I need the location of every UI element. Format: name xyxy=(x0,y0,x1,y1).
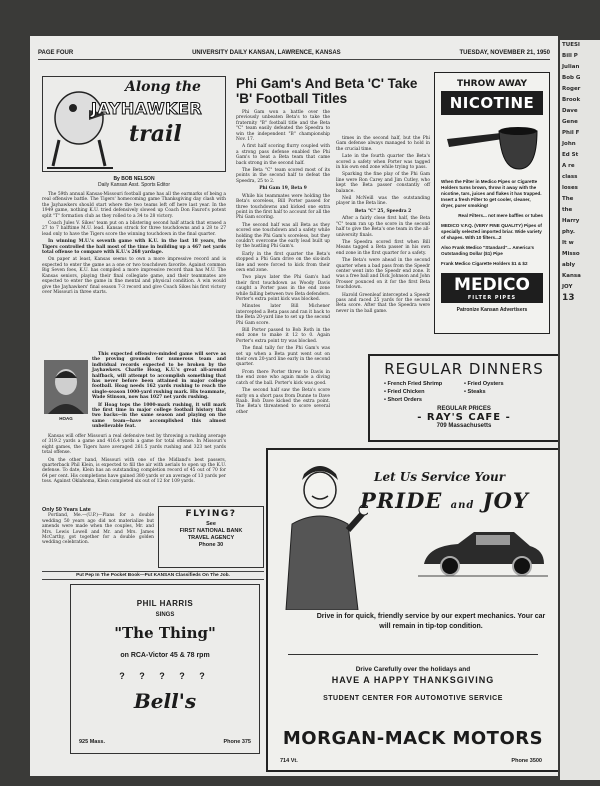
edge-line: JOY xyxy=(562,284,573,290)
morgan-mack-ad xyxy=(266,448,558,772)
issue-date: TUESDAY, NOVEMBER 21, 1950 xyxy=(459,50,550,56)
edge-line: John xyxy=(562,141,576,147)
happy-thanksgiving: HAVE A HAPPY THANKSGIVING xyxy=(331,675,495,685)
article-paragraph: The second half was all Beta as they scored one touchdown and a safety while holding the Phi Gam's scoreless, but they couldn't overcome the early lead built up by the hustling Phi Gam's. xyxy=(236,222,330,250)
article-paragraph: Phi Gam won a battle over the previously unbeaten Beta's to take the fraternity "B" football title and the Beta "C" team easily defeated the Speedra to win the independent "B" championship Nov. 17. xyxy=(236,110,330,143)
rays-title: REGULAR DINNERS xyxy=(384,360,544,378)
article-paragraph: A first half scoring flurry coupled with a strong pass defense enabled the Phi Gam's to beat a Beta team that came back strong in the second half. xyxy=(236,144,330,166)
flying-ad xyxy=(158,506,264,568)
article-paragraph: Harold Greenleaf intercepted a Speedr pass and raced 25 yards for the second Beta score. After that the Speedra were never in the ball game. xyxy=(336,292,430,314)
column-text-bottom xyxy=(42,434,226,487)
morgan-address: 714 Vt. xyxy=(280,758,298,764)
article-paragraph: Sparking the fine play of the Phi Gam line were Ron Carey and Jim Cutley, who kept the Beta passer constantly off balance. xyxy=(336,172,430,194)
article-paragraph: The Beta "C" team scored most of its points in the second half to defeat the Speedra, 25 to 2. xyxy=(236,168,330,184)
jayhawk-bird-icon xyxy=(45,78,115,172)
mechanic-illustration-icon xyxy=(272,460,368,610)
article-paragraph: Two plays later the Phi Gam's had their first touchdown as Woody Davis caught a Porter pass in the end zone while falling between two Beta defenders. Porter's extra point kick was blocked. xyxy=(236,275,331,302)
column-paragraph: This expected offensive-minded game will serve as the proving grounds for numerous team and individual records expected to be broken by the Jayhawkers. Charlie Hoag, K.U.'s great all-around halfback, will attempt to accomplish something that has never before been attained in major college football. Hoag needs 162 yards rushing to reach the single-season 1000-yard rushing mark. His teammate, Wade Stinson, now has 1027 net yards rushing. xyxy=(92,352,226,401)
edge-line: Kansa xyxy=(562,273,581,279)
pride-script: Let Us Service Your xyxy=(374,470,506,484)
article-paragraph: After a fairly close first half, the Beta "C" team ran up the score in the second half to give the Beta's one team in the all-university finals. xyxy=(336,216,430,238)
rays-name: - RAY'S CAFE - xyxy=(417,412,511,423)
logo-along: Along the xyxy=(125,79,201,95)
phil-harris-ad xyxy=(70,584,260,754)
morgan-phone: Phone 3500 xyxy=(511,758,542,764)
menu-item: • Fried Oysters xyxy=(464,381,504,387)
drive-in-text: Drive in for quick, friendly service by our expert mechanics. Your car will remain in tip-top condition. xyxy=(316,613,546,630)
rays-menu xyxy=(370,378,558,406)
column-paragraph: Coach Jules V. Sikes' team put on a blistering second half attack that erased a 27 to 7 halftime M.U. lead. Kansas struck for three touchdowns and a 28 to 27 lead only to have the Tigers score the winning touchdown in the final quarter. xyxy=(42,221,226,237)
article-paragraph: Neil McNeill was the outstanding player in the Beta line. xyxy=(336,196,430,207)
rays-prices: REGULAR PRICES xyxy=(437,406,491,412)
drive-carefully: Drive Carefully over the holidays and xyxy=(355,666,471,673)
article-paragraph: Late in the fourth quarter the Beta's scored a safety when Porter was tagged in his own end zone while trying to pass. xyxy=(336,154,430,171)
medico-brand-name: MEDICO xyxy=(454,275,530,295)
column-paragraph: In winning M.U.'s seventh game with K.U. in the last 18 years, the Tigers controlled the ball most of the time in building up a 467 net yards total offense to compare with K.U.'s 268 yardage. xyxy=(42,239,226,256)
menu-item: • Fried Chicken xyxy=(384,389,425,395)
column-paragraph: Kansas will offer Missouri a real defensive test by throwing a rushing average of 319.2 yards a game and 416.4 yards a game for total offense. In Missouri's eight games, the Tigers have averaged 261.5 yards rushing and 323 net yards total offense. xyxy=(42,434,226,456)
article-subhead: Beta "C" 25, Speedra 2 xyxy=(354,208,412,214)
only-50-years-late xyxy=(42,508,154,548)
column-paragraph: On paper at least, Kansas seems to own a more impressive record and is expected to enter the game as a one or two touchdown favorite. Against common Big Seven foes, K.U. has compiled a more impressive record than has M.U. The Kansas seniors, playing their final collegiate game, and their teammates are expected to enter the game in fine mental and physical condition. A win would give the Jayhawkers' final season 7-3 record and give Coach Sikes his first victory over Missouri in three starts. xyxy=(42,257,226,295)
edge-line: Brook xyxy=(562,97,581,103)
column-paragraph: The 59th annual Kansas-Missouri football game has all the earmarks of being a real offensive battle. The Tigers' homecoming game Thanksgiving day clash with the Jayhawkers should start where the two teams left off here last year. In the 1949 game, nothing K.U. tried defensively slowed up Coach Don Faurot's potent split "T" formation club as they rolled to a 34 to 28 victory. xyxy=(42,192,226,219)
nicotine-ad-top: THROW AWAY xyxy=(456,79,528,89)
adjacent-page-edge xyxy=(560,40,600,780)
hoag-photo xyxy=(44,360,88,414)
byline-title: Daily Kansan Asst. Sports Editor xyxy=(98,182,170,188)
article-paragraph: The Speedra scored first when Bill Means tagged a Beta passer in his own end zone in the first quarter for a safety. xyxy=(336,239,430,256)
article-paragraph: The Beta's were ahead in the second quarter when a bad pass from the Speedr center went into the Speedr end zone. It was a free ball and Dick Johnson and John Prosser pounced on it for the first Beta touchdown. xyxy=(336,258,430,291)
classifieds-slogan: Put Pep In The Pocket Book—Put KANSAN Classifieds On The Job. xyxy=(42,571,264,580)
edge-line: the xyxy=(562,207,573,213)
article-paragraph: While his teammates were holding the Beta's scoreless, Bill Porter passed for three touchdowns and kicked one extra point in the first half to account for all the Phi Gam scoring. xyxy=(236,193,330,221)
edge-line: Julian xyxy=(562,64,580,70)
nicotine-ad-vfq: MEDICO V.F.Q. (VERY FINE QUALITY) Pipes of specially selected imported briar. Wide variety of shapes. With 10 filters...2 xyxy=(441,223,542,240)
article-column-2 xyxy=(336,136,430,316)
byline: By BOB NELSON xyxy=(113,176,155,182)
menu-item: • Steaks xyxy=(464,389,486,395)
paper-name: UNIVERSITY DAILY KANSAN, LAWRENCE, KANSAS xyxy=(192,50,341,56)
column-paragraph: On the other hand, Missouri with one of the Midland's best passers, quarterback Phil Klein, is expected to fill the air with aerials to open up the K.U. defense. To date, Klein has an outstanding completion record of 45 out of 70 for 64 per cent. His completions have gained 380 yards or an average of 13 yards per toss. Against Oklahoma, Klein completed six out of 12 for 109 yards. xyxy=(42,457,226,485)
nicotine-ad-holders: Frank Medico Cigarette Holders $1 & $2 xyxy=(441,261,528,266)
pride-and-joy xyxy=(360,488,529,513)
song-title: "The Thing" xyxy=(114,624,216,642)
player-portrait-icon xyxy=(44,360,88,414)
newspaper-page xyxy=(30,36,558,776)
store-phone: Phone 375 xyxy=(223,739,251,745)
joy-word: JOY xyxy=(482,488,529,513)
and-word: and xyxy=(450,500,475,511)
article-subhead: Phi Gam 19, Beta 9 xyxy=(259,186,307,192)
rays-cafe-ad xyxy=(368,354,558,442)
rays-address: 709 Massachusetts xyxy=(436,423,492,429)
brief-text: Portland, Me.—(U.P.)—Plans for a double wedding 50 years ago did not materialize but amends were made when the couples, Mr. and Mrs. Lewis Lowell and Mr. and Mrs. James McCarthy, got together for a double golden wedding celebration. xyxy=(42,513,154,546)
car-illustration-icon xyxy=(418,524,548,584)
student-center: STUDENT CENTER FOR AUTOMOTIVE SERVICE xyxy=(323,695,503,702)
page-header xyxy=(38,50,550,60)
edge-line: A re xyxy=(562,163,575,169)
medico-brand-sub: FILTER PIPES xyxy=(467,295,517,301)
menu-item xyxy=(464,396,544,404)
logo-jayhawker: JAYHAWKER xyxy=(91,99,203,118)
edge-line: Gene xyxy=(562,119,578,125)
edge-line: Phil F xyxy=(562,130,580,136)
article-paragraph: times in the second half, but the Phi Gam defense always managed to hold in the crucial time. xyxy=(336,136,430,152)
edge-line: Harry xyxy=(562,218,580,224)
column-paragraph: If Hoag tops the 1000-mark rushing, it will mark the first time in major college football history that two backs—in the same season and playing on the same team—have accomplished this almost unbelievable feat. xyxy=(92,402,226,430)
edge-line: ably xyxy=(562,262,576,268)
flying-title: FLYING? xyxy=(185,509,237,519)
article-paragraph: From there Porter threw to Davis in the end zone who again made a diving catch of the ball. Porter's kick was good. xyxy=(236,369,330,386)
nicotine-ad-big: NICOTINE xyxy=(441,91,543,115)
medico-brand xyxy=(441,273,543,303)
jayhawker-trail-logo xyxy=(42,76,226,172)
edge-line: class xyxy=(562,174,578,180)
flying-line: FIRST NATIONAL BANK xyxy=(179,528,243,534)
column-byline-block xyxy=(42,176,226,188)
flying-phone: Phone 30 xyxy=(198,542,224,548)
record-label: on RCA-Victor 45 & 78 rpm xyxy=(120,652,210,659)
article-column-1 xyxy=(236,110,330,417)
article-paragraph: The second half saw the Beta's score early on a short pass from Dunne to Dave Raab. Bob Dave kicked the extra point. The Beta's threatened to score several other xyxy=(236,388,330,415)
patronize-note: Patronize Kansan Advertisers xyxy=(456,307,528,313)
edge-line: TUESI xyxy=(562,42,580,48)
edge-line: Bob G xyxy=(562,75,581,81)
flying-line: See xyxy=(206,521,216,527)
column-text-top xyxy=(42,192,226,297)
nicotine-ad-filters: Real Filters... not mere baffles or tubes xyxy=(458,213,543,218)
article-paragraph: Bill Porter passed to Bob Roth in the end zone to make it 12 to 0. Again Porter's extra point try was blocked. xyxy=(236,328,330,344)
pipe-icon xyxy=(441,117,545,173)
flying-line: TRAVEL AGENCY xyxy=(187,535,235,541)
logo-trail: trail xyxy=(129,121,182,147)
article-paragraph: The final tally for the Phi Gam's was set up when a Beta punt went out on their own 20-yard line early in the second quarter. xyxy=(236,346,330,368)
menu-item: • French Fried Shrimp xyxy=(384,381,443,387)
morgan-mack-name: MORGAN-MACK MOTORS xyxy=(282,728,544,749)
edge-line: Dave xyxy=(562,108,578,114)
edge-line: Bill P xyxy=(562,53,578,59)
divider xyxy=(288,654,538,655)
question-marks: ? ? ? ? ? xyxy=(119,671,211,681)
edge-line: loses xyxy=(562,185,578,191)
store-address: 925 Mass. xyxy=(79,739,105,745)
article-headline: Phi Gam's And Beta 'C' Take 'B' Football Titles xyxy=(236,76,418,106)
article-paragraph: Early in the first quarter the Beta's stopped a Phi Gam drive on the six-inch line and were forced to kick from their own end zone. xyxy=(236,251,330,273)
article-paragraph: Minutes later Bill Michener intercepted a Beta pass and ran it back to the Beta 20-yard line to set up the second Phi Gam score. xyxy=(236,304,330,326)
photo-caption: HOAG xyxy=(59,416,73,421)
store-logo: Bell's xyxy=(133,689,197,713)
pride-word: PRIDE xyxy=(360,488,443,513)
brief-title: Only 50 Years Late xyxy=(42,507,91,513)
column-text-photo-side xyxy=(92,352,226,432)
edge-line: Roger xyxy=(562,86,581,92)
artist-name: PHIL HARRIS xyxy=(136,599,194,608)
edge-line: Ed St xyxy=(562,152,579,158)
edge-line: 13 xyxy=(562,293,575,303)
medico-nicotine-ad xyxy=(434,72,550,334)
edge-line: phy. xyxy=(562,229,576,235)
menu-item: • Short Orders xyxy=(384,397,423,403)
nicotine-ad-standard: Also Frank Medico "Standard"... America's Outstanding Dollar ($1) Pipe xyxy=(441,245,535,256)
edge-line: It w xyxy=(562,240,574,246)
holiday-message xyxy=(268,666,558,702)
edge-line: Misso xyxy=(562,251,580,257)
page-number: PAGE FOUR xyxy=(38,50,74,56)
artist-sings: SINGS xyxy=(155,612,175,618)
edge-line: The xyxy=(562,196,574,202)
nicotine-ad-body: When the Filter in Medico Pipes or Cigarette Holders turns brown, throw it away with the nicotine, tars, juices and flakes it has trapped. Insert a fresh Filter to get cooler, cleaner, dryer, purer smoking! xyxy=(441,179,542,208)
